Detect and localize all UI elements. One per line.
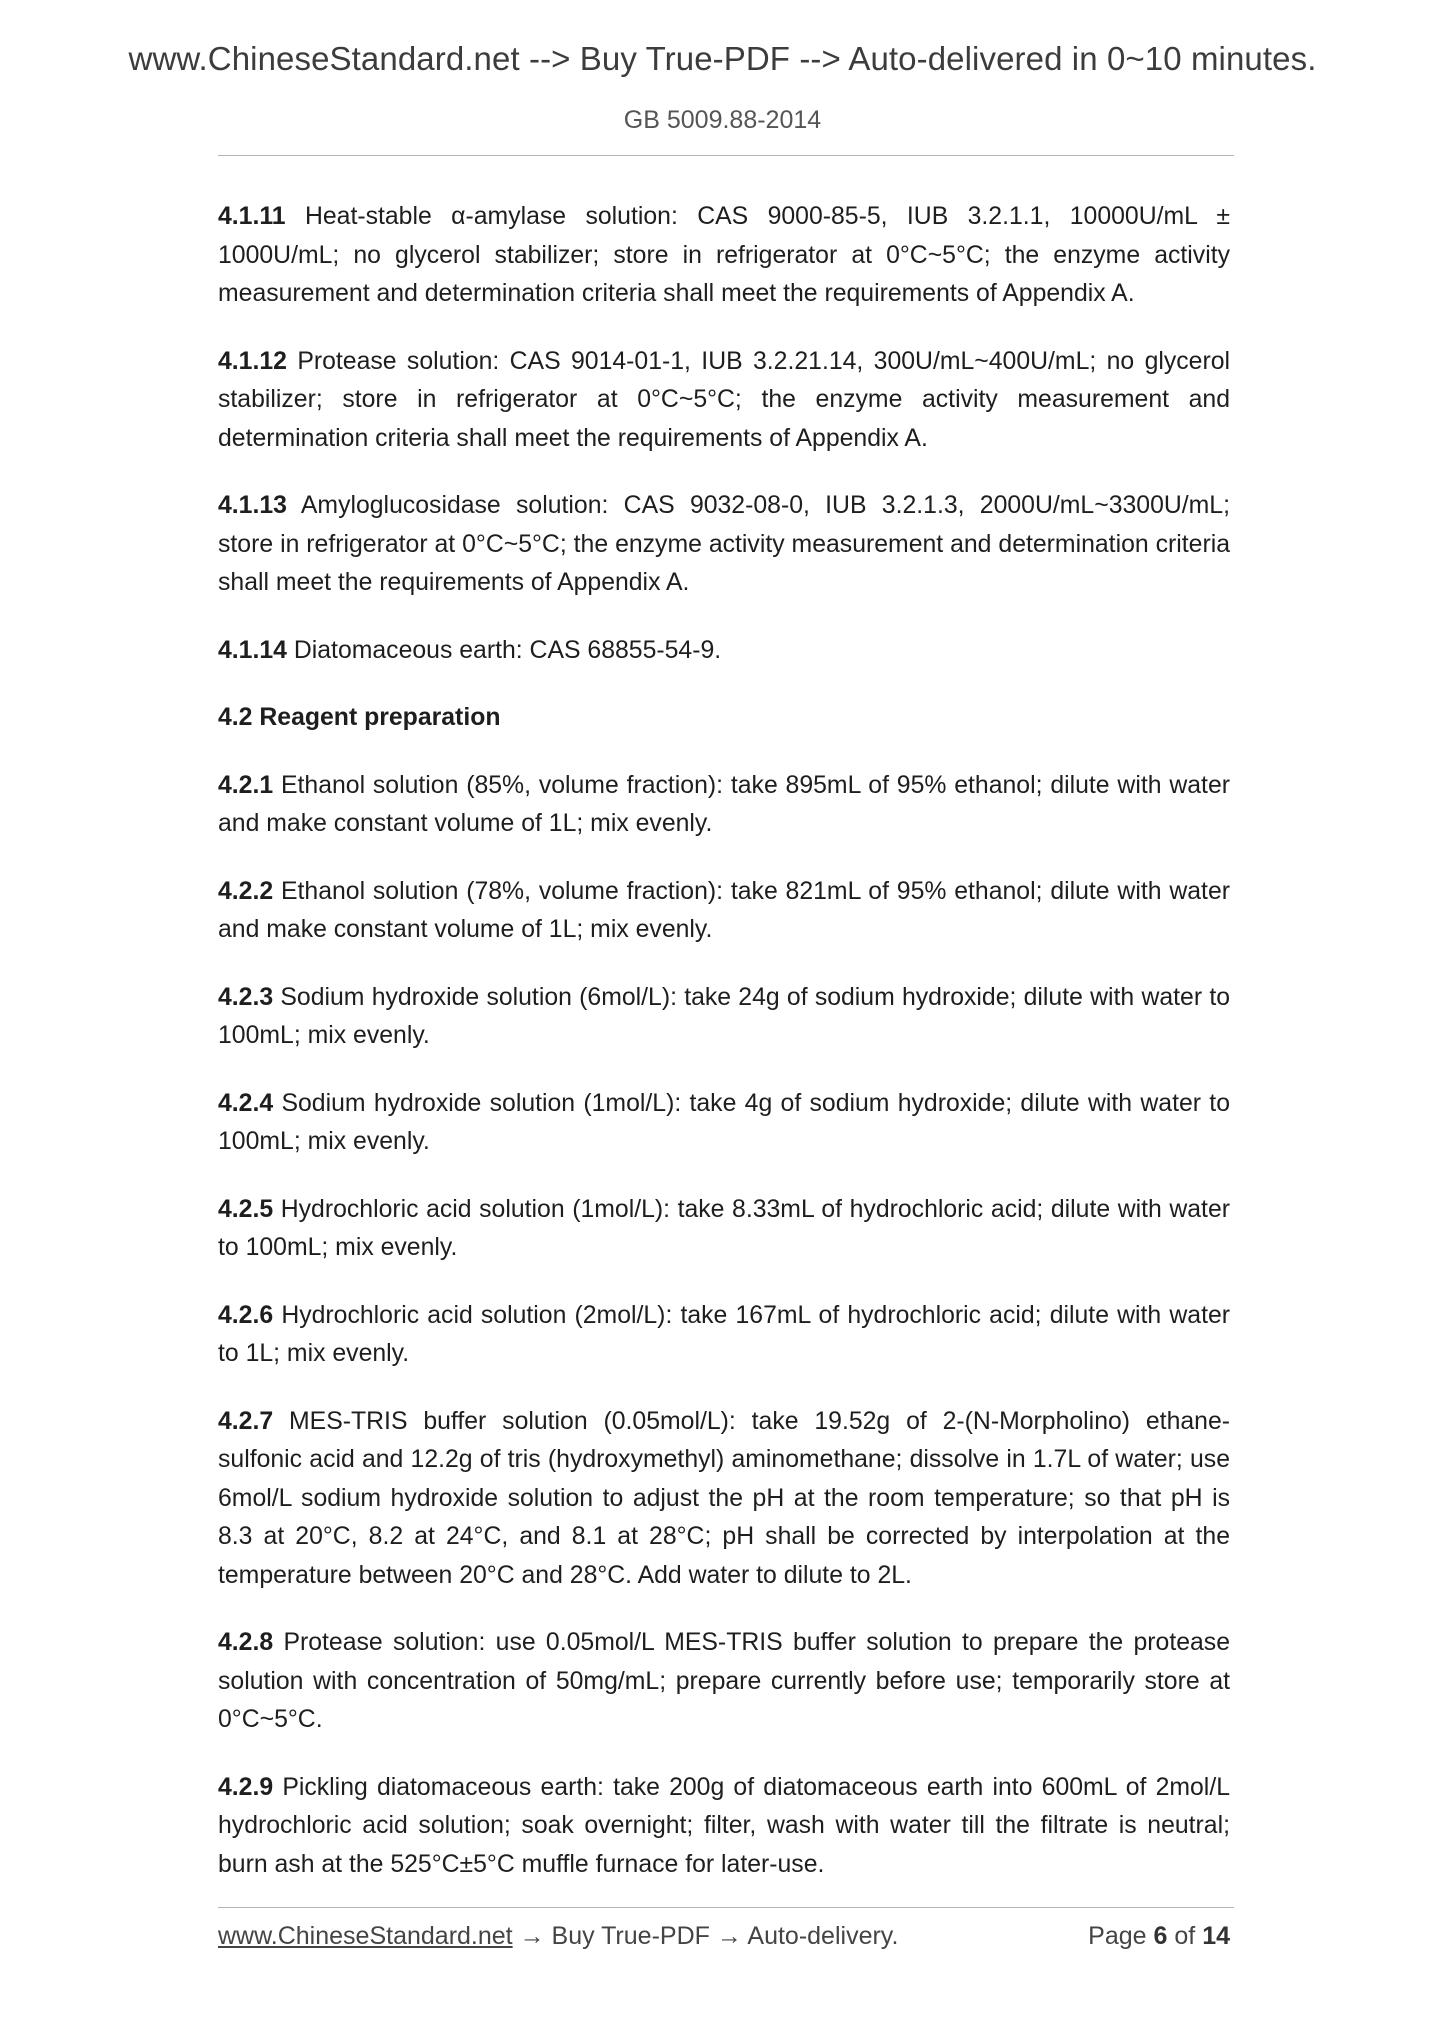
section-title: Reagent preparation — [259, 704, 501, 731]
clause-number: 4.2.4 — [218, 1089, 274, 1117]
section-heading-4-2 — [218, 699, 1230, 738]
clause-4-2-4 — [218, 1085, 1230, 1162]
clause-text: Protease solution: CAS 9014-01-1, IUB 3.2.21.14, 300U/mL~400U/mL; no glycerol stabilizer; store in refrigerator at 0°C~5°C; the enzyme activity measurement and determination criteria shall meet the requirements of Appendix A. — [218, 347, 1231, 452]
clause-4-2-3 — [218, 979, 1230, 1056]
clause-text: Sodium hydroxide solution (6mol/L): take 24g of sodium hydroxide; dilute with water to 100mL; mix evenly. — [218, 983, 1230, 1049]
clause-text: Diatomaceous earth: CAS 68855-54-9. — [293, 636, 722, 664]
clause-number: 4.1.13 — [218, 492, 287, 519]
clause-number: 4.2.5 — [218, 1195, 274, 1223]
clause-4-2-8 — [218, 1624, 1230, 1740]
header-divider — [218, 155, 1234, 156]
clause-4-1-13 — [218, 487, 1230, 603]
footer-site-link[interactable]: www.ChineseStandard.net — [218, 1922, 513, 1950]
clause-4-2-6 — [218, 1297, 1230, 1374]
clause-4-2-9 — [218, 1769, 1230, 1885]
clause-number: 4.2.1 — [218, 771, 274, 799]
clause-4-2-2 — [218, 873, 1230, 950]
clause-number: 4.2.6 — [218, 1301, 274, 1329]
of-label: of — [1174, 1922, 1196, 1950]
clause-text: Amyloglucosidase solution: CAS 9032-08-0, IUB 3.2.1.3, 2000U/mL~3300U/mL; store in refrigerator at 0°C~5°C; the enzyme activity measurement and determination criteria shall meet the requirements of Appendix A. — [218, 492, 1230, 596]
document-body — [218, 198, 1230, 1913]
page-footer — [218, 1922, 1230, 1962]
section-number: 4.2 — [218, 704, 253, 731]
clause-number: 4.2.8 — [218, 1629, 274, 1656]
clause-4-1-11 — [218, 198, 1230, 314]
site-banner: www.ChineseStandard.net --> Buy True-PDF --> Auto-delivered in 0~10 minutes. — [128, 40, 1317, 77]
page-total: 14 — [1202, 1922, 1230, 1950]
clause-number: 4.1.14 — [218, 636, 287, 664]
footer-divider — [218, 1907, 1234, 1908]
clause-text: Pickling diatomaceous earth: take 200g of diatomaceous earth into 600mL of 2mol/L hydrochloric acid solution; soak overnight; filter, wash with water till the filtrate is neutral; burn ash at the 525°C±5°C muffle furnace for later-use. — [218, 1773, 1230, 1878]
clause-text: Ethanol solution (78%, volume fraction): take 821mL of 95% ethanol; dilute with water and make constant volume of 1L; mix evenly. — [218, 877, 1230, 943]
clause-4-2-1 — [218, 767, 1230, 844]
footer-promo-text: → Buy True-PDF → Auto-delivery. — [512, 1922, 899, 1950]
clause-4-1-14 — [218, 632, 1230, 671]
clause-4-1-12 — [218, 343, 1230, 459]
clause-number: 4.1.11 — [218, 203, 286, 230]
page-label: Page — [1088, 1922, 1147, 1950]
footer-promo — [218, 1922, 898, 1951]
clause-number: 4.2.2 — [218, 877, 274, 905]
clause-text: Heat-stable α-amylase solution: CAS 9000-85-5, IUB 3.2.1.1, 10000U/mL ± 1000U/mL; no glycerol stabilizer; store in refrigerator at 0°C~5°C; the enzyme activity measurement and determination criteria shall meet the requirements of Appendix A. — [218, 203, 1231, 307]
clause-text: Ethanol solution (85%, volume fraction): take 895mL of 95% ethanol; dilute with water and make constant volume of 1L; mix evenly. — [218, 771, 1230, 837]
clause-number: 4.2.9 — [218, 1773, 274, 1801]
clause-number: 4.1.12 — [218, 347, 287, 375]
page-number: 6 — [1153, 1922, 1168, 1950]
clause-number: 4.2.3 — [218, 983, 274, 1011]
clause-text: Protease solution: use 0.05mol/L MES-TRIS buffer solution to prepare the protease solution with concentration of 50mg/mL; prepare currently before use; temporarily store at 0°C~5°C. — [218, 1629, 1230, 1733]
page-indicator — [1088, 1922, 1230, 1951]
clause-text: Hydrochloric acid solution (1mol/L): take 8.33mL of hydrochloric acid; dilute with water to 100mL; mix evenly. — [218, 1195, 1230, 1261]
standard-code: GB 5009.88-2014 — [623, 106, 822, 134]
clause-text: Hydrochloric acid solution (2mol/L): take 167mL of hydrochloric acid; dilute with water to 1L; mix evenly. — [218, 1301, 1231, 1367]
clause-text: Sodium hydroxide solution (1mol/L): take 4g of sodium hydroxide; dilute with water to 100mL; mix evenly. — [218, 1089, 1230, 1155]
clause-4-2-5 — [218, 1191, 1230, 1268]
clause-4-2-7 — [218, 1403, 1230, 1596]
clause-number: 4.2.7 — [218, 1407, 274, 1435]
clause-text: MES-TRIS buffer solution (0.05mol/L): take 19.52g of 2-(N-Morpholino) ethane-sulfonic acid and 12.2g of tris (hydroxymethyl) aminomethane; dissolve in 1.7L of water; use 6mol/L sodium hydroxide solution to adjust the pH at the room temperature; so that pH is 8.3 at 20°C, 8.2 at 24°C, and 8.1 at 28°C; pH shall be corrected by interpolation at the temperature between 20°C and 28°C. Add water to dilute to 2L. — [218, 1407, 1230, 1589]
